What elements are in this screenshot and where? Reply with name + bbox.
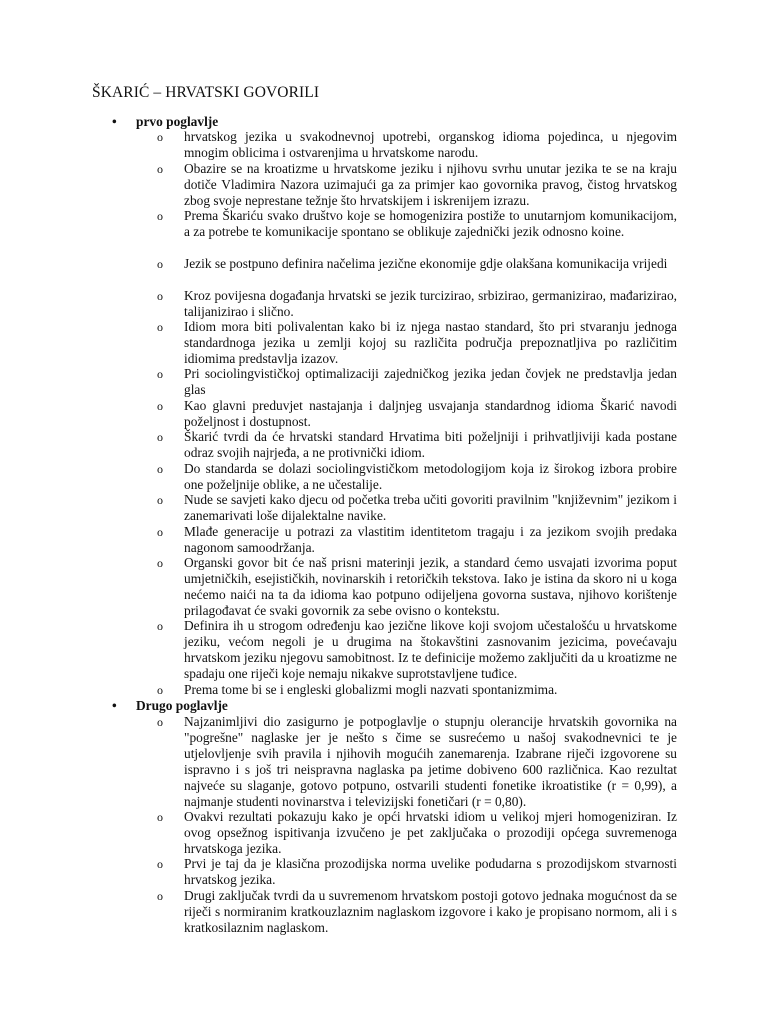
- list-item-text: Idiom mora biti polivalentan kako bi iz njega nastao standard, što pri stvaranju jednoga standardnoga jezika u zemlji kojoj su različita područja prepoznatljiva po različitim idiomima predstavlja izazov.: [184, 319, 677, 366]
- list-item-text: Do standarda se dolazi sociolingvističkom metodologijom koja iz širokog izbora probire one poželjnije oblike, a ne učestalije.: [184, 461, 677, 492]
- circle-marker-icon: o: [157, 367, 163, 381]
- list-item: [157, 888, 677, 936]
- list-item-text: Obazire se na kroatizme u hrvatskome jeziku i njihovu svrhu unutar jezika te se na kraju dotiče Vladimira Nazora uzimajući ga za primjer kao govornika pravog, čistog hrvatskog zbog svoje neprestane težnje što hrvatskijem i iskrenijem izrazu.: [184, 161, 677, 208]
- list-item-text: Kroz povijesna događanja hrvatski se jezik turcizirao, srbizirao, germanizirao, mađarizirao, talijanizirao i slično.: [184, 288, 677, 319]
- list-item: [157, 618, 677, 682]
- circle-marker-icon: o: [157, 162, 163, 176]
- circle-marker-icon: o: [157, 683, 163, 697]
- list-item: [157, 524, 677, 556]
- section-heading-label: prvo poglavlje: [136, 114, 219, 129]
- section-heading-label: Drugo poglavlje: [136, 698, 228, 713]
- list-item-text: Prema tome bi se i engleski globalizmi mogli nazvati spontanizmima.: [184, 682, 558, 697]
- list-item-text: Definira ih u strogom određenju kao jezične likove koji svojom učestalošću u hrvatskome jeziku, većom negoli je u drugima na štokavštini zasnovanim jezicima, povećavaju hrvatskom jeziku njegovu samobitnost. Iz te definicije možemo zaključiti da u kroatizme ne spadaju one riječi koje nemaju nikakve suprotstavljene tuđice.: [184, 618, 677, 681]
- list-item: [157, 555, 677, 619]
- list-item-text: Prvi je taj da je klasična prozodijska norma uvelike podudarna s prozodijskom stvarnosti hrvatskog jezika.: [184, 856, 677, 887]
- list-item-text: Jezik se postpuno definira načelima jezične ekonomije gdje olakšana komunikacija vrijedi: [184, 256, 668, 271]
- circle-marker-icon: o: [157, 889, 163, 903]
- circle-marker-icon: o: [157, 399, 163, 413]
- list-item-text: Organski govor bit će naš prisni materinji jezik, a standard ćemo usvajati izvorima poput umjetničkih, esejističkih, novinarskih i retoričkih tekstova. Iako je istina da skoro ni u koga nećemo naići na ta da idioma kao potpuno odijeljena govorna sustava, njihovo korištenje prilagođavat će svaki govornik za sebe ovisno o kontekstu.: [184, 555, 677, 618]
- circle-marker-icon: o: [157, 857, 163, 871]
- circle-marker-icon: o: [157, 320, 163, 334]
- list-item-text: Mlađe generacije u potrazi za vlastitim identitetom tragaju i za jezikom svojih predaka nagonom samoodržanja.: [184, 524, 677, 555]
- list-item-text: Nude se savjeti kako djecu od početka treba učiti govoriti pravilnim "književnim" jezikom i zanemarivati loše dijalektalne navike.: [184, 492, 677, 523]
- circle-marker-icon: o: [157, 130, 163, 144]
- circle-marker-icon: o: [157, 209, 163, 223]
- circle-marker-icon: o: [157, 619, 163, 633]
- circle-marker-icon: o: [157, 556, 163, 570]
- list-item: [157, 129, 677, 161]
- circle-marker-icon: o: [157, 289, 163, 303]
- list-item-text: Najzanimljivi dio zasigurno je potpoglavlje o stupnju olerancije hrvatskih govornika na "pogrešne" naglaske jer je nešto s čime se susrećemo u našoj svakodnevnici te je utjelovljenje svih pravila i njihovih mogućih zanemarenja. Izabrane riječi izgovorene su ispravno i s još tri neispravna naglaska pa jetime dobiveno 600 različnica. Kao rezultat najveće su slaganje, gotovo potpuno, ostvarili studenti fonetike ikroatistike (r = 0,99), a najmanje studenti novinarstva i televizijski fonetičari (r = 0,80).: [184, 714, 677, 809]
- list-item-text: Škarić tvrdi da će hrvatski standard Hrvatima biti poželjniji i prihvatljiviji kada postane odraz svojih najrjeđa, a ne protivnički idiom.: [184, 429, 677, 460]
- list-item: [157, 461, 677, 493]
- document-title: ŠKARIĆ – HRVATSKI GOVORILI: [92, 84, 320, 101]
- bullet-icon: •: [112, 698, 117, 713]
- list-item: [157, 429, 677, 461]
- list-item-text: Ovakvi rezultati pokazuju kako je opći hrvatski idiom u velikoj mjeri homogeniziran. Iz ovog opsežnog ispitivanja izvučeno je pet zaključaka o prozodiji općega suvremenoga hrvatskoga jezika.: [184, 809, 677, 856]
- circle-marker-icon: o: [157, 525, 163, 539]
- list-item: [157, 856, 677, 888]
- circle-marker-icon: o: [157, 715, 163, 729]
- list-item: [157, 492, 677, 524]
- list-item-text: Kao glavni preduvjet nastajanja i daljnjeg usvajanja standardnog idioma Škarić navodi poželjnost i dostupnost.: [184, 398, 677, 429]
- list-item: [157, 319, 677, 367]
- list-item: [157, 366, 677, 398]
- list-item: [157, 256, 677, 272]
- list-item-text: Prema Škariću svako društvo koje se homogenizira postiže to unutarnjom komunikacijom, a za potrebe te komunikacije spontano se oblikuje zajednički jezik odnosno koine.: [184, 208, 677, 239]
- list-item: [157, 398, 677, 430]
- list-item-text: Pri sociolingvističkoj optimalizaciji zajedničkog jezika jedan čovjek ne predstavlja jedan glas: [184, 366, 677, 397]
- list-item-text: Drugi zaključak tvrdi da u suvremenom hrvatskom postoji gotovo jednaka mogućnost da se riječi s normiranim kratkouzlaznim naglaskom izgovore i kako je propisano normom, ali i s kratkosilaznim naglaskom.: [184, 888, 677, 935]
- circle-marker-icon: o: [157, 462, 163, 476]
- circle-marker-icon: o: [157, 493, 163, 507]
- section-heading-prvo-poglavlje: [112, 114, 218, 130]
- list-item: [157, 714, 677, 810]
- circle-marker-icon: o: [157, 810, 163, 824]
- circle-marker-icon: o: [157, 430, 163, 444]
- list-item: [157, 288, 677, 320]
- section-heading-drugo-poglavlje: [112, 698, 228, 714]
- circle-marker-icon: o: [157, 257, 163, 271]
- list-item: [157, 161, 677, 209]
- list-item: [157, 809, 677, 857]
- list-item-text: hrvatskog jezika u svakodnevnoj upotrebi, organskog idioma pojedinca, u njegovim mnogim oblicima i ostvarenjima u hrvatskome narodu.: [184, 129, 677, 160]
- bullet-icon: •: [112, 114, 117, 129]
- list-item: [157, 682, 677, 698]
- list-item: [157, 208, 677, 240]
